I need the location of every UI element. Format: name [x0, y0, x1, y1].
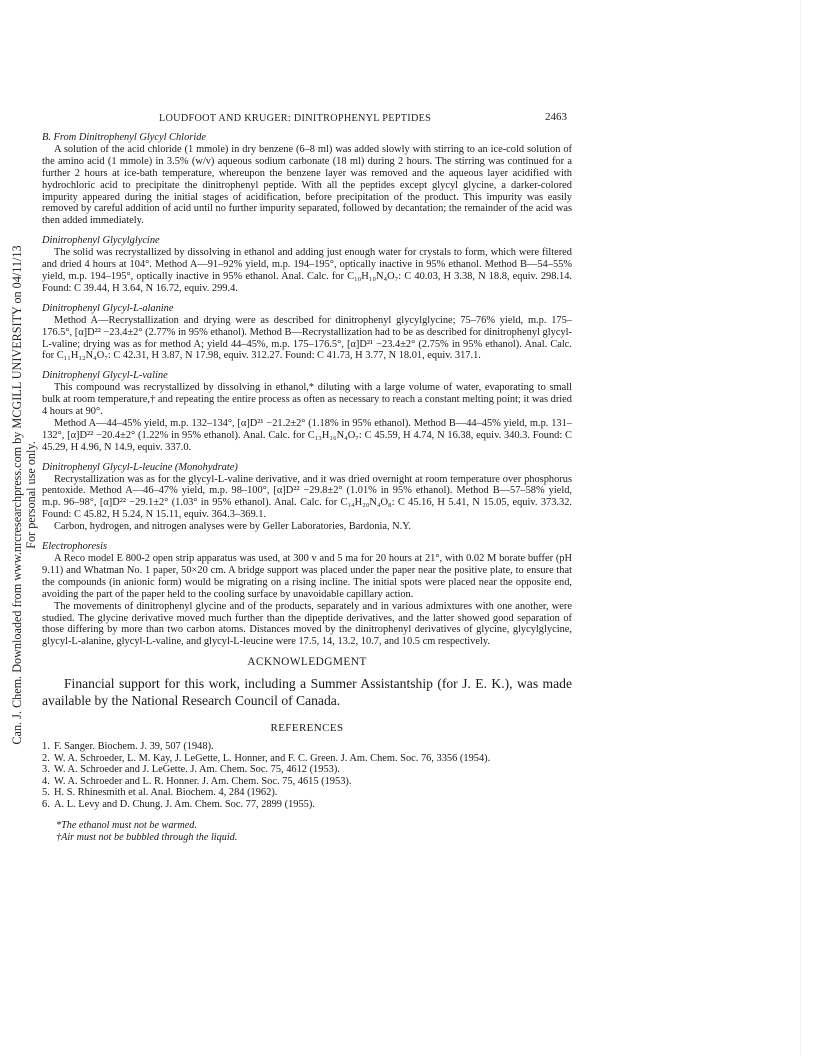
section-glycyl-leucine [42, 462, 572, 533]
reference-number: 4. [42, 775, 50, 787]
running-header: LOUDFOOT AND KRUGER: DINITROPHENYL PEPTIDES [159, 113, 432, 124]
footnote-ethanol: *The ethanol must not be warmed. [56, 819, 197, 831]
reference-item [42, 787, 572, 799]
reference-text: W. A. Schroeder and L. R. Honner. J. Am. Chem. Soc. 75, 4615 (1953). [54, 775, 352, 787]
reference-list [42, 741, 572, 811]
section-glycyl-alanine [42, 303, 572, 363]
reference-item [42, 741, 572, 753]
reference-text: W. A. Schroeder and J. LeGette. J. Am. Chem. Soc. 75, 4612 (1953). [54, 764, 340, 776]
paragraph: A solution of the acid chloride (1 mmole) in dry benzene (6–8 ml) was added slowly with stirring to an ice-cold solution of the amino acid (1 mmole) in 3.5% (w/v) aqueous sodium carbonate (18 ml) during 2 hours. The stirring was continued for a further 2 hours at ice-bath temperature, whereupon the benzene layer was removed and the aqueous layer acidified with hydrochloric acid to precipitate the dinitrophenyl peptide. With all the peptides except glycyl glycine, a darker-colored impurity appeared during the initial stages of acidification, before precipitation of the product. This impurity was easily removed by careful addition of acid until no further impurity separated, followed by decantation; the remainder of the acid was then added immediately. [42, 143, 572, 227]
reference-number: 6. [42, 799, 50, 811]
footnote-air: †Air must not be bubbled through the liquid. [56, 831, 238, 843]
paragraph: The movements of dinitrophenyl glycine and of the products, separately and in various admixtures with one another, were studied. The glycine derivative moved much further than the dipeptide derivatives, and the latter showed good separation of those differing by more than two carbon atoms. Distances moved by the dinitrophenyl derivatives of glycine, glycylglycine, glycyl-L-alanine, glycyl-L-valine, and glycyl-L-leucine were 17.5, 14, 13.2, 10.7, and 10.5 cm respectively. [42, 600, 572, 648]
reference-item [42, 753, 572, 765]
paragraph: Method A—Recrystallization and drying were as described for dinitrophenyl glycylglycine; 75–76% yield, m.p. 175–176.5°, [α]D²² −23.4±2° (2.77% in 95% ethanol). Method B—Recrystallization had to be as described for dinitrophenyl glycyl-L-valine; drying was as for method A; yield 44–45%, m.p. 175–176.5°, [α]D²¹ −23.4±2° (2.75% in 95% ethanol). Anal. Calc. for C₁₁H₁₂N₄O₇: C 42.31, H 3.87, N 17.98, equiv. 312.27. Found: C 41.73, H 3.77, N 18.01, equiv. 317.1. [42, 314, 572, 362]
reference-text: W. A. Schroeder, L. M. Kay, J. LeGette, L. Honner, and F. C. Green. J. Am. Chem. Soc. 76, 3356 (1954). [54, 752, 491, 764]
section-title: Dinitrophenyl Glycyl-L-alanine [42, 302, 174, 314]
section-electrophoresis [42, 541, 572, 648]
acknowledgment-heading: ACKNOWLEDGMENT [247, 656, 367, 669]
watermark-line-2: For personal use only. [24, 441, 38, 549]
paragraph: Carbon, hydrogen, and nitrogen analyses were by Geller Laboratories, Bardonia, N.Y. [54, 521, 412, 533]
section-title: Dinitrophenyl Glycyl-L-valine [42, 370, 168, 382]
reference-number: 5. [42, 787, 50, 799]
section-title: Electrophoresis [42, 541, 108, 553]
reference-item [42, 764, 572, 776]
article-body [42, 132, 572, 844]
acknowledgment-text: Financial support for this work, including a Summer Assistantship (for J. E. K.), was made available by the National Research Council of Canada. [42, 676, 572, 709]
reference-text: A. L. Levy and D. Chung. J. Am. Chem. Soc. 77, 2899 (1955). [54, 799, 315, 811]
page-number: 2463 [545, 111, 567, 123]
paragraph: A Reco model E 800-2 open strip apparatus was used, at 300 v and 5 ma for 20 hours at 21°, with 0.02 M borate buffer (pH 9.11) and Whatman No. 1 paper, 50×20 cm. A bridge support was placed under the paper near the positive plate, to ensure that the compounds (in anionic form) would be migrating on a rising incline. The initial spots were placed near the opposite end, avoiding the part of the paper held to the cooling surface by unavoidable capillary action. [42, 553, 572, 600]
paragraph: This compound was recrystallized by dissolving in ethanol,* diluting with a large volume of water, evaporating to small bulk at room temperature,† and repeating the entire process as often as necessary to reach a constant melting point; it was dried 4 hours at 90°. [42, 382, 572, 418]
reference-item [42, 799, 572, 811]
reference-text: F. Sanger. Biochem. J. 39, 507 (1948). [54, 741, 214, 753]
section-glycylglycine [42, 235, 572, 295]
section-glycyl-valine [42, 370, 572, 453]
references-heading: REFERENCES [270, 722, 344, 735]
paragraph: Method A—44–45% yield, m.p. 132–134°, [α]D²¹ −21.2±2° (1.18% in 95% ethanol). Method B—44–45% yield, m.p. 131–132°, [α]D²² −20.4±2° (1.22% in 95% ethanol). Anal. Calc. for C₁₃H₁₆N₄O₇: C 45.59, H 4.74, N 16.38, equiv. 340.3. Found: C 45.29, H 4.96, N 14.9, equiv. 337.0. [42, 417, 572, 453]
paragraph: Recrystallization was as for the glycyl-L-valine derivative, and it was dried overnight at room temperature over phosphorus pentoxide. Method A—46–47% yield, m.p. 98–100°, [α]D²² −29.8±2° (1.01% in 95% ethanol). Method B—57–58% yield, m.p. 96–98°, [α]D²² −29.1±2° (1.03° in 95% ethanol). Anal. Calc. for C₁₄H₂₀N₄O₈: C 45.16, H 5.41, N 15.05, equiv. 373.32. Found: C 45.82, H 5.24, N 15.11, equiv. 364.3–369.1. [42, 473, 572, 521]
reference-text: H. S. Rhinesmith et al. Anal. Biochem. 4, 284 (1962). [54, 787, 278, 799]
section-title: Dinitrophenyl Glycyl-L-leucine (Monohydrate) [42, 461, 238, 473]
reference-number: 3. [42, 764, 50, 776]
reference-number: 1. [42, 741, 50, 753]
download-watermark [4, 190, 44, 800]
scan-edge-line [800, 0, 801, 1056]
section-acid-chloride [42, 132, 572, 227]
section-title: B. From Dinitrophenyl Glycyl Chloride [42, 132, 207, 143]
watermark-line-1: Can. J. Chem. Downloaded from www.nrcresearchpress.com by MCGILL UNIVERSITY on 04/11/13 [10, 245, 24, 745]
reference-number: 2. [42, 752, 50, 764]
paragraph: The solid was recrystallized by dissolving in ethanol and adding just enough water for crystals to form, which were filtered and dried 4 hours at 104°. Method A—91–92% yield, m.p. 194–195°, optically inactive in 95% ethanol. Method B—54–55% yield, m.p. 194–195°, optically inactive in 95% ethanol. Anal. Calc. for C₁₀H₁₀N₄O₇: C 40.03, H 3.38, N 18.8, equiv. 298.14. Found: C 39.44, H 3.64, N 16.72, equiv. 299.4. [42, 247, 572, 294]
reference-item [42, 776, 572, 788]
section-title: Dinitrophenyl Glycylglycine [42, 235, 160, 247]
